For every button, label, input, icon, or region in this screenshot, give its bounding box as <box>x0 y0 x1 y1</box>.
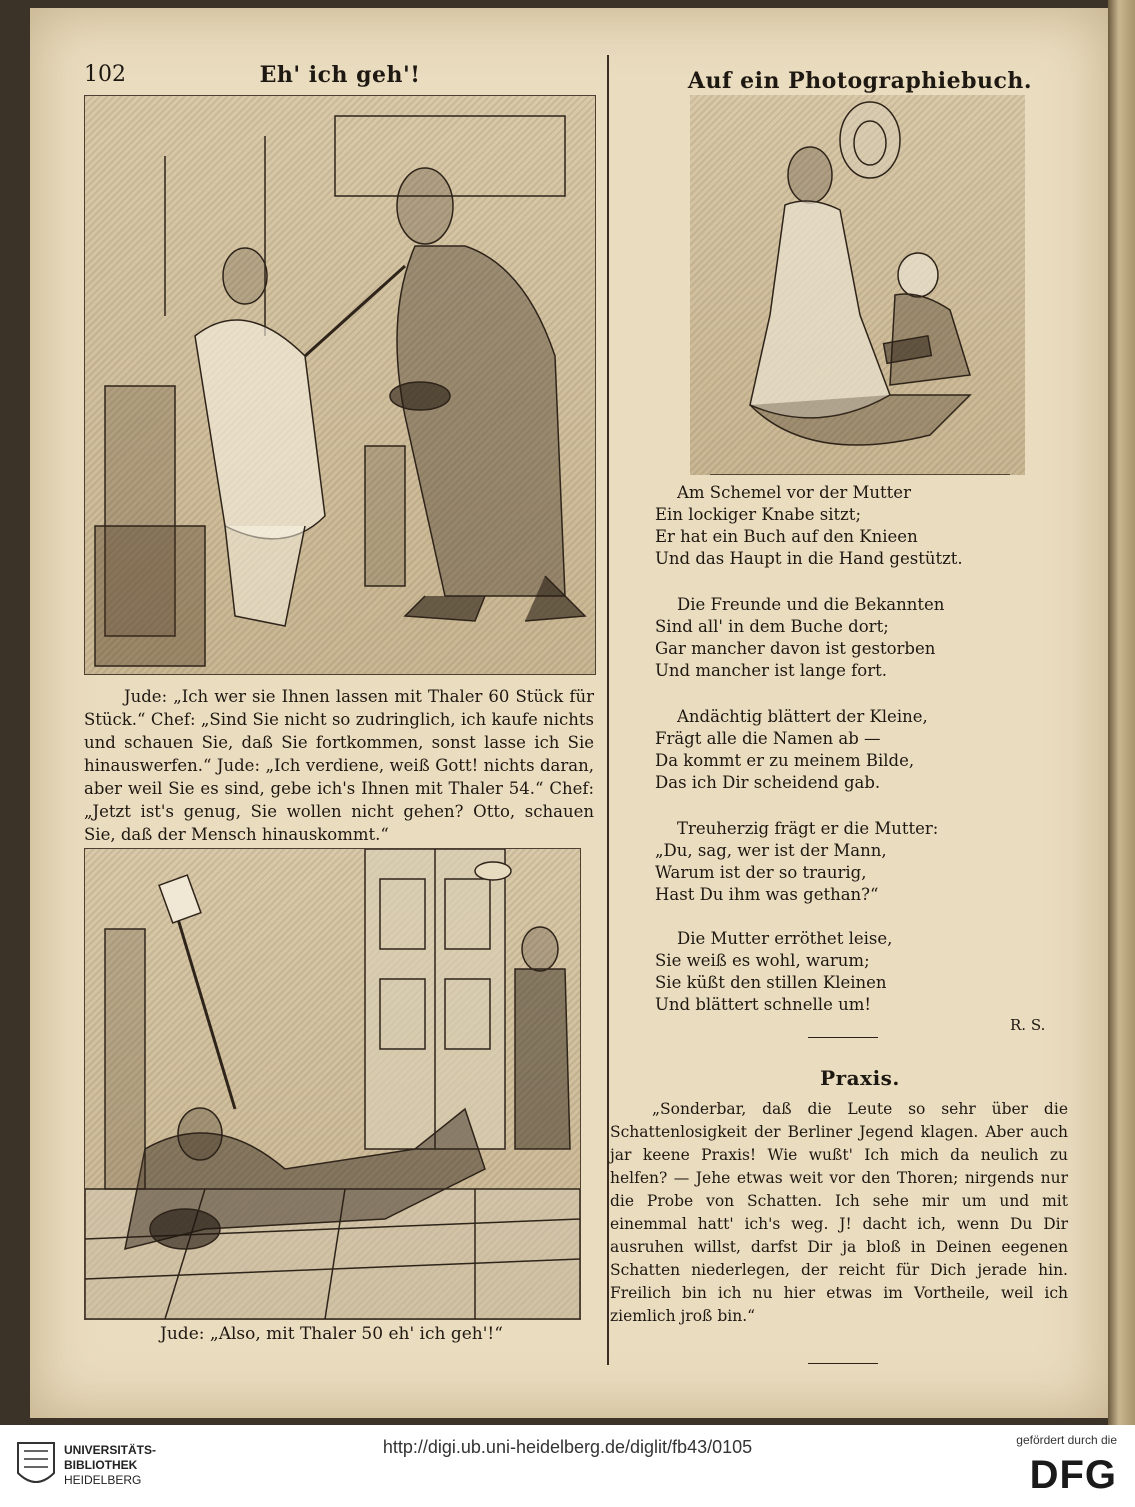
section-rule <box>808 1363 878 1364</box>
illustration-thrown-out-scene <box>84 848 581 1320</box>
caption-top-text: Jude: „Ich wer sie Ihnen lassen mit Thaler 60 Stück für Stück.“ Chef: „Sind Sie nicht so zudringlich, ich kaufe nichts und schauen Sie, daß Sie fortkommen, sonst lasse ich Sie hinauswerfen.“ Jude: „Ich verdiene, weiß Gott! nichts daran, aber weil Sie es sind, gebe ich's Ihnen mit Thaler 54.“ Chef: „Jetzt ist's genug, Sie wollen nicht gehen? Otto, schauen Sie, daß der Mensch hinauskommt.“ <box>84 687 594 844</box>
praxis-text: „Sonderbar, daß die Leute so sehr über die Schattenlosigkeit der Berliner Jegend klagen. Aber auch jar keene Praxis! Wie wußt' Ich mich da neulich zu helfen? — Jehe etwas weit vor den Thoren; nirgends nur die Probe von Schatten. Ich sehe mir um und mit einemmal hatt' ich's weg. J! dacht ich, wenn Du Dir ausruhen willst, darfst Dir ja bloß in Deinen eegenen Schatten niederlegen, der reicht für Dich jerade hin. Freilich bin ich nu hier etwas im Vortheile, weil ich ziemlich jroß bin.“ <box>610 1100 1068 1325</box>
poem-line: „Du, sag, wer ist der Mann, <box>655 841 887 860</box>
right-article-title: Auf ein Photographiebuch. <box>687 68 1033 94</box>
mother-child-drawing <box>690 95 1025 475</box>
poem-line: Ein lockiger Knabe sitzt; <box>655 505 862 524</box>
poem-line: Und blättert schnelle um! <box>655 995 871 1014</box>
thrown-out-drawing <box>85 849 580 1319</box>
poem-line: Frägt alle die Namen ab — <box>655 729 881 748</box>
praxis-title: Praxis. <box>820 1066 900 1090</box>
column-divider <box>607 55 609 1365</box>
poem-line: Sie weiß es wohl, warum; <box>655 951 870 970</box>
library-name-line: HEIDELBERG <box>64 1473 142 1487</box>
poem-line: Sie küßt den stillen Kleinen <box>655 973 887 992</box>
poem-line: Das ich Dir scheidend gab. <box>655 773 881 792</box>
poem-line: Treuherzig frägt er die Mutter: <box>677 819 939 838</box>
poem-stanza <box>655 706 1035 794</box>
poem-line: Und mancher ist lange fort. <box>655 661 887 680</box>
illustration-mother-and-child <box>690 95 1025 475</box>
poem-stanza <box>655 928 1035 1016</box>
source-url[interactable]: http://digi.ub.uni-heidelberg.de/diglit/fb43/0105 <box>382 1437 753 1457</box>
poem-line: Und das Haupt in die Hand gestützt. <box>655 549 963 568</box>
poem-line: Die Freunde und die Bekannten <box>677 595 945 614</box>
poem-stanza <box>655 594 1035 682</box>
poem-line: Am Schemel vor der Mutter <box>677 483 911 502</box>
dfg-logo: DFG <box>1029 1453 1117 1497</box>
library-name-line: BIBLIOTHEK <box>64 1458 138 1472</box>
illustration-office-scene <box>84 95 596 675</box>
caption-top <box>84 685 594 846</box>
poem-stanza <box>655 818 1035 906</box>
poem-stanza <box>655 482 1035 570</box>
viewer-footer <box>0 1425 1135 1507</box>
funded-by-text: gefördert durch die <box>1016 1433 1117 1447</box>
left-article-title: Eh' ich geh'! <box>259 62 421 88</box>
poem-line: Hast Du ihm was gethan?“ <box>655 885 879 904</box>
poem-line: Er hat ein Buch auf den Knieen <box>655 527 918 546</box>
library-name-line: UNIVERSITÄTS- <box>64 1443 157 1457</box>
poem-line: Andächtig blättert der Kleine, <box>677 707 928 726</box>
poem-line: Gar mancher davon ist gestorben <box>655 639 936 658</box>
caption-bottom: Jude: „Also, mit Thaler 50 eh' ich geh'!“ <box>160 1324 503 1344</box>
praxis-body <box>610 1098 1068 1328</box>
section-rule <box>808 1037 878 1038</box>
poem-line: Warum ist der so traurig, <box>655 863 867 882</box>
poem-line: Da kommt er zu meinem Bilde, <box>655 751 915 770</box>
poem-signature: R. S. <box>1010 1016 1046 1034</box>
poem-line: Die Mutter erröthet leise, <box>677 929 893 948</box>
page-number: 102 <box>84 62 126 87</box>
page-edge <box>1108 0 1135 1425</box>
office-scene-drawing <box>85 96 595 674</box>
poem-line: Sind all' in dem Buche dort; <box>655 617 889 636</box>
